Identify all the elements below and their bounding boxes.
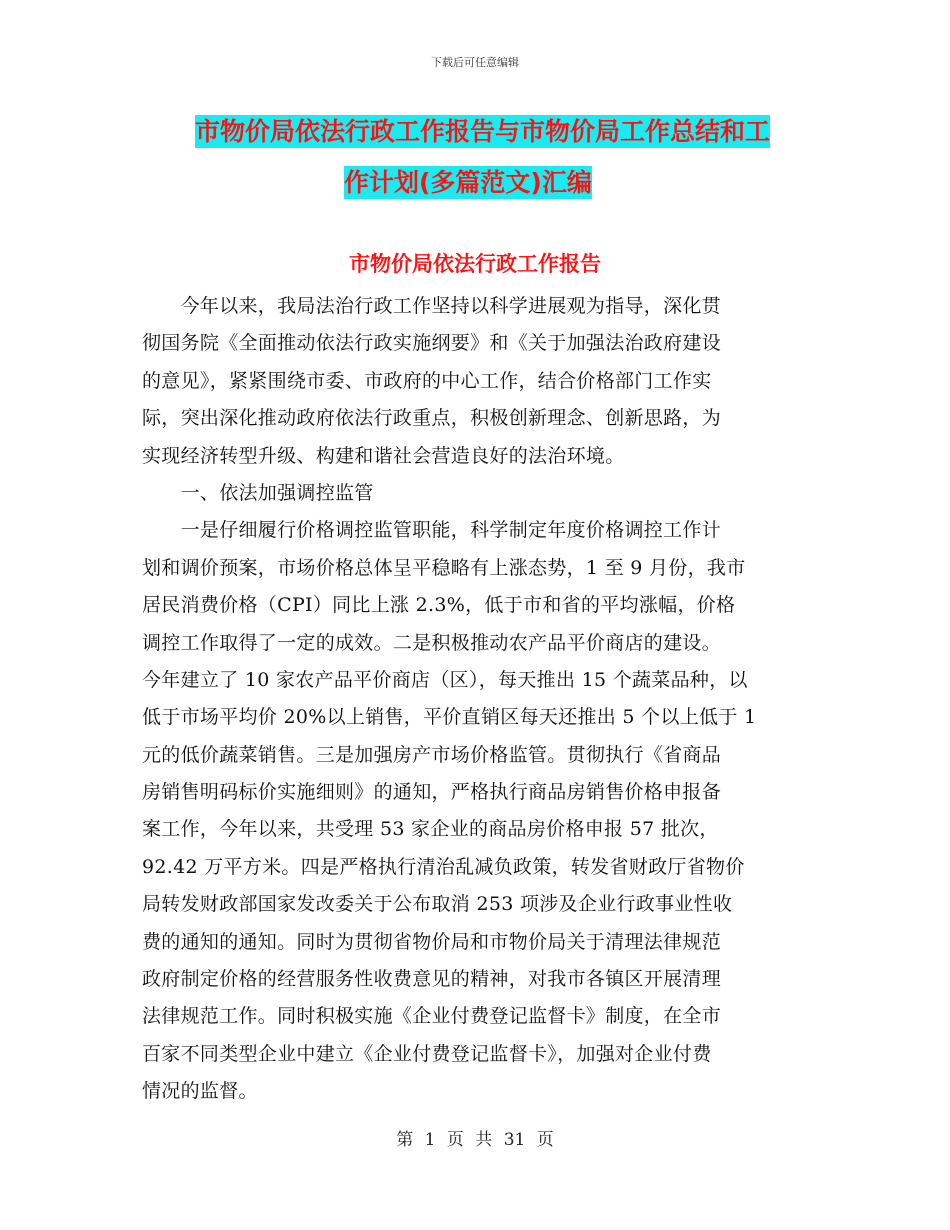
document-title (142, 106, 808, 208)
body-line: 92.42 万平方米。四是严格执行清治乱减负政策，转发省财政厅省物价 (142, 855, 745, 878)
section-heading: 市物价局依法行政工作报告 (349, 252, 601, 276)
body-line: 际，突出深化推动政府依法行政重点，积极创新理念、创新思路，为 (142, 407, 722, 430)
body-line: 低于市场平均价 20%以上销售，平价直销区每天还推出 5 个以上低于 1 (142, 706, 757, 729)
title-line (142, 106, 808, 157)
body-line: 情况的监督。 (142, 1080, 258, 1103)
body-line: 费的通知的通知。同时为贯彻省物价局和市物价局关于清理法律规范 (142, 930, 722, 953)
page-header-note: 下载后可任意编辑 (431, 56, 519, 69)
body-text (142, 288, 822, 1111)
body-line: 一是仔细履行价格调控监管职能，科学制定年度价格调控工作计 (142, 519, 722, 542)
body-line: 局转发财政部国家发改委关于公布取消 253 项涉及企业行政事业性收 (142, 893, 733, 916)
body-line: 的意见》，紧紧围绕市委、市政府的中心工作，结合价格部门工作实 (142, 369, 712, 392)
body-line: 案工作，今年以来，共受理 53 家企业的商品房价格申报 57 批次， (142, 818, 719, 841)
title-line-text: 市物价局依法行政工作报告与市物价局工作总结和工 (195, 117, 771, 146)
body-line: 今年以来，我局法治行政工作坚持以科学进展观为指导，深化贯 (142, 295, 722, 317)
body-line: 元的低价蔬菜销售。三是加强房产市场价格监管。贯彻执行《省商品 (142, 743, 722, 766)
body-line: 划和调价预案，市场价格总体呈平稳略有上涨态势，1 至 9 月份，我市 (142, 556, 746, 579)
body-line: 居民消费价格（CPI）同比上涨 2.3%，低于市和省的平均涨幅，价格 (142, 594, 736, 617)
body-line: 一、依法加强调控监管 (142, 481, 374, 504)
body-line: 政府制定价格的经营服务性收费意见的精神，对我市各镇区开展清理 (142, 968, 722, 991)
body-line: 房销售明码标价实施细则》的通知，严格执行商品房销售价格申报备 (142, 781, 722, 804)
body-line: 法律规范工作。同时积极实施《企业付费登记监督卡》制度，在全市 (142, 1005, 722, 1028)
title-line (142, 157, 808, 208)
body-line: 百家不同类型企业中建立《企业付费登记监督卡》，加强对企业付费 (142, 1042, 712, 1065)
body-line: 今年建立了 10 家农产品平价商店（区），每天推出 15 个蔬菜品种，以 (142, 668, 748, 691)
title-line-text: 作计划(多篇范文)汇编 (344, 168, 592, 197)
body-line: 实现经济转型升级、构建和谐社会营造良好的法治环境。 (142, 444, 625, 467)
body-line: 调控工作取得了一定的成效。二是积极推动农产品平价商店的建设。 (142, 631, 722, 654)
page-number: 第 1 页 共 31 页 (396, 1130, 554, 1150)
body-line: 彻国务院《全面推动依法行政实施纲要》和《关于加强法治政府建设 (142, 332, 722, 355)
